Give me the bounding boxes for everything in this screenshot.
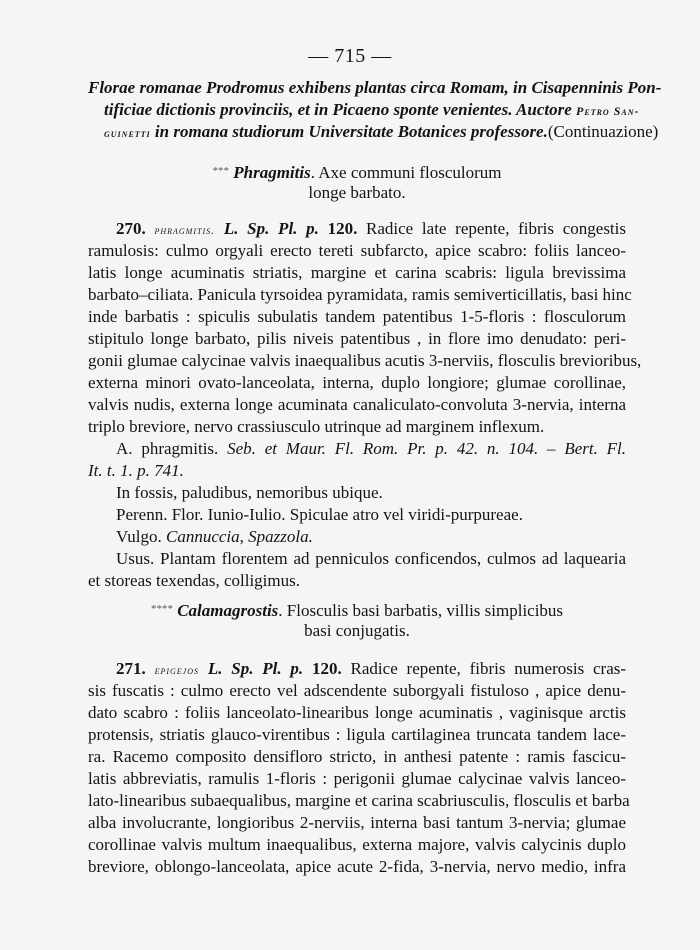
description-line: sis fuscatis : culmo erecto vel adscendente suborgyali fistuloso , apice denu- <box>88 681 626 700</box>
header-line-3-text: in romana studiorum Universitate Botanices professore. <box>150 122 548 141</box>
species-270-first-line <box>88 218 626 241</box>
description-line: barbato–ciliata. Panicula tyrsoidea pyramidata, ramis semiverticillatis, basi hinc <box>88 285 632 304</box>
citation-page: 120. <box>311 659 342 678</box>
description-line: latis longe acuminatis striatis, margine et carina scabris: ligula brevissima <box>88 263 626 282</box>
description-line: breviore, oblongo-lanceolata, apice acute 2-fida, 3-nervia, nervo medio, infra <box>88 857 626 876</box>
section-stars: **** <box>150 603 173 615</box>
section-description-2: longe barbato. <box>308 183 406 202</box>
species-epithet: phragmitis. <box>154 223 216 237</box>
species-number: 271. <box>116 659 146 678</box>
description-line: ra. Racemo composito densifloro stricto, in anthesi patente : ramis fascicu- <box>88 747 626 766</box>
genus-name: Phragmitis <box>233 163 311 182</box>
habitat: In fossis, paludibus, nemoribus ubique. <box>116 483 383 502</box>
flowering-info: Perenn. Flor. Iunio-Iulio. Spiculae atro vel viridi-purpureae. <box>116 505 523 524</box>
page-number: — 715 — <box>308 45 392 67</box>
header-line-2 <box>104 99 640 122</box>
description-line: stipitulo longe barbato, pilis niveis patentibus , in flore imo denudato: peri- <box>88 329 626 348</box>
description-line: gonii glumae calycinae valvis inaequalibus acutis 3-nerviis, flosculis brevioribus, <box>88 351 642 370</box>
species-271-first-line <box>88 658 626 681</box>
species-citation: L. Sp. Pl. p. <box>207 659 304 678</box>
description-line: protensis, striatis glauco-virentibus : ligula cartilaginea truncata tandem lace- <box>88 725 626 744</box>
vulgo-label: Vulgo. <box>116 527 166 546</box>
description-line: dato scabro : foliis lanceolato-linearibus longe acuminatis , vaginisque arctis <box>88 703 626 722</box>
description-line: alba involucrante, longioribus 2-nerviis, interna basi tantum 3-nervia; glumae <box>88 813 626 832</box>
description-line: externa minori ovato-lanceolata, interna, duplo longiore; glumae corollinae, <box>88 373 626 392</box>
usage-line-2: et storeas texendas, colligimus. <box>88 571 300 590</box>
header-line-3 <box>104 121 659 144</box>
usage-line-1: Usus. Plantam florentem ad penniculos conficendos, culmos ad laquearia <box>116 549 626 568</box>
header-line-2-text: tificiae dictionis provinciis, et in Picaeno sponte venientes. Auctore <box>104 100 577 119</box>
synonym-name: A. phragmitis. <box>116 439 228 458</box>
description-line: corollinae valvis multum inaequalibus, externa majore, valvis calycinis duplo <box>88 835 626 854</box>
description-line: ramulosis: culmo orgyali erecto tereti subfarcto, apice scabro: foliis lanceo- <box>88 241 626 260</box>
description-text: Radice repente, fibris numerosis cras- <box>341 659 627 678</box>
species-epithet: epigejos <box>154 663 199 677</box>
synonym-reference-2: It. t. 1. p. 741. <box>88 461 184 480</box>
genus-name: Calamagrostis <box>177 601 279 620</box>
section-description-2: basi conjugatis. <box>304 621 410 640</box>
description-line: valvis nudis, externa longe acuminata canaliculato-convoluta 3-nervia, interna <box>88 395 626 414</box>
section-description: . Flosculis basi barbatis, villis simplicibus <box>278 601 564 620</box>
continuation-note: (Continuazione) <box>547 122 659 141</box>
section-heading-calamagrostis <box>88 598 626 622</box>
species-citation: L. Sp. Pl. p. <box>223 219 319 238</box>
section-description: . Axe communi flosculorum <box>310 163 502 182</box>
citation-page: 120. <box>327 219 358 238</box>
species-number: 270. <box>116 219 146 238</box>
section-heading-phragmitis <box>88 160 626 184</box>
description-line: inde barbatis : spiculis subulatis tandem patentibus 1-5-floris : flosculorum <box>88 307 626 326</box>
vulgo-names: Cannuccia, Spazzola. <box>165 527 313 546</box>
synonym-line <box>88 438 626 460</box>
synonym-reference: Seb. et Maur. Fl. Rom. Pr. p. 42. n. 104. – Bert. Fl. <box>227 439 626 458</box>
author-name-part-2: guinetti <box>104 126 151 140</box>
description-line: lato-linearibus subaequalibus, margine et carina scabriusculis, flosculis et barba <box>88 791 630 810</box>
author-name-part-1: Petro San- <box>576 104 640 118</box>
description-text: Radice late repente, fibris congestis <box>357 219 626 238</box>
header-line-1: Florae romanae Prodromus exhibens plantas circa Romam, in Cisapenninis Pon- <box>88 78 662 97</box>
description-line: triplo breviore, nervo crassiusculo utrinque ad marginem inflexum. <box>88 417 545 436</box>
description-line: latis abbreviatis, ramulis 1-floris : perigonii glumae calycinae valvis lanceo- <box>88 769 626 788</box>
section-stars: *** <box>212 165 229 177</box>
vulgar-names <box>88 526 626 548</box>
